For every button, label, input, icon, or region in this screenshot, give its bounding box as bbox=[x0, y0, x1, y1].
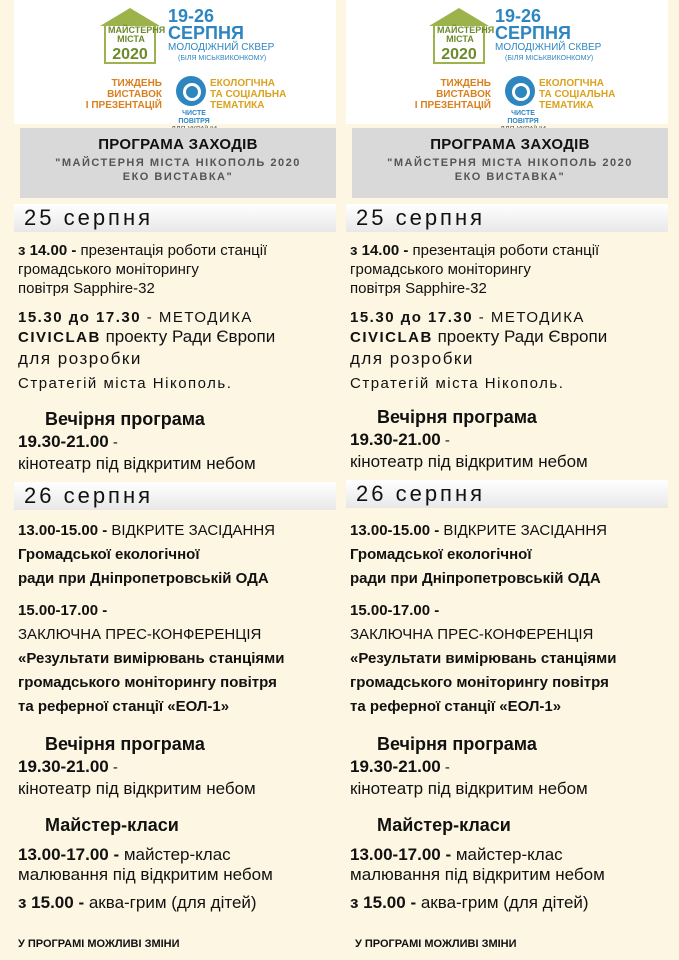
day2-evening-time: 19.30-21.00 - bbox=[350, 757, 450, 776]
program-title: ПРОГРАМА ЗАХОДІВ bbox=[98, 136, 258, 153]
program-subtitle: "МАЙСТЕРНЯ МІСТА НІКОПОЛЬ 2020 ЕКО ВИСТАВКА" bbox=[387, 157, 633, 183]
master-class1-line2: малювання під відкритим небом bbox=[18, 865, 273, 884]
day1-event2-line2: CIVICLAB проекту Ради Європи bbox=[350, 327, 608, 346]
day1-evening-text: кінотеатр під відкритим небом bbox=[18, 454, 256, 473]
day2-date-bar: 26 серпня bbox=[346, 480, 668, 508]
program-banner bbox=[20, 128, 336, 198]
day2-event1-line2: Громадської екологічної bbox=[18, 546, 200, 563]
footer-note: У ПРОГРАМІ МОЖЛИВІ ЗМІНИ bbox=[18, 938, 180, 950]
day1-event1: з 14.00 - презентація роботи станції bbox=[350, 242, 600, 259]
master-class2: з 15.00 - аква-грим (для дітей) bbox=[350, 893, 589, 912]
clean-air-logo-icon bbox=[176, 76, 206, 106]
day1-event1-line2: громадського моніторингу bbox=[350, 261, 531, 278]
day2-event1-line3: ради при Дніпропетровській ОДА bbox=[350, 570, 601, 587]
eco-label: ЕКОЛОГІЧНА ТА СОЦІАЛЬНА ТЕМАТИКА bbox=[210, 78, 287, 111]
day2-event2-line3: «Результати вимірювань станціями bbox=[18, 650, 285, 667]
day2-event1: 13.00-15.00 - ВІДКРИТЕ ЗАСІДАННЯ bbox=[18, 522, 275, 539]
event-dates: 19-26 СЕРПНЯ bbox=[168, 6, 244, 43]
week-label: ТИЖДЕНЬ ВИСТАВОК І ПРЕЗЕНТАЦІЙ bbox=[85, 78, 162, 111]
master-class1-line2: малювання під відкритим небом bbox=[350, 865, 605, 884]
day2-event2-text: ЗАКЛЮЧНА ПРЕС-КОНФЕРЕНЦІЯ bbox=[350, 626, 594, 643]
day1-event2-line4: Стратегій міста Нікополь. bbox=[18, 375, 233, 392]
day2-date-bar: 26 серпня bbox=[14, 482, 336, 510]
day1-evening-time: 19.30-21.00 - bbox=[350, 430, 450, 449]
day2-event2-time: 15.00-17.00 - bbox=[18, 602, 108, 619]
program-title: ПРОГРАМА ЗАХОДІВ bbox=[430, 136, 590, 153]
day1-event1-line2: громадського моніторингу bbox=[18, 261, 199, 278]
day2-event2-line4: громадського моніторингу повітря bbox=[18, 674, 277, 691]
day2-event2-line3: «Результати вимірювань станціями bbox=[350, 650, 617, 667]
day1-event1-line3: повітря Sapphire-32 bbox=[18, 280, 155, 297]
day2-event1-line2: Громадської екологічної bbox=[350, 546, 532, 563]
day1-event2-line3: для розробки bbox=[350, 349, 474, 368]
day1-event2-line4: Стратегій міста Нікополь. bbox=[350, 375, 565, 392]
day1-event2-line3: для розробки bbox=[18, 349, 142, 368]
day1-event2: 15.30 до 17.30 - МЕТОДИКА bbox=[18, 309, 253, 326]
day1-date-bar: 25 серпня bbox=[14, 204, 336, 232]
day1-evening-heading: Вечірня програма bbox=[45, 409, 205, 429]
logo-year: 2020 bbox=[112, 46, 148, 63]
master-class-heading: Майстер-класи bbox=[45, 815, 179, 835]
day2-event2-line5: та реферної станції «ЕОЛ-1» bbox=[18, 698, 230, 715]
venue: МОЛОДІЖНИЙ СКВЕР (БІЛЯ МІСЬКВИКОНКОМУ) bbox=[168, 42, 275, 62]
day2-evening-text: кінотеатр під відкритим небом bbox=[18, 779, 256, 798]
footer-note: У ПРОГРАМІ МОЖЛИВІ ЗМІНИ bbox=[355, 938, 517, 950]
poster-left bbox=[0, 0, 337, 960]
clean-air-logo-icon bbox=[505, 76, 535, 106]
day1-event2-line2: CIVICLAB проекту Ради Європи bbox=[18, 327, 276, 346]
day2-event2-line4: громадського моніторингу повітря bbox=[350, 674, 609, 691]
program-banner bbox=[352, 128, 668, 198]
day2-evening-text: кінотеатр під відкритим небом bbox=[350, 779, 588, 798]
master-class1: 13.00-17.00 - майстер-клас bbox=[350, 845, 563, 864]
day2-evening-heading: Вечірня програма bbox=[377, 734, 537, 754]
day1-event2: 15.30 до 17.30 - МЕТОДИКА bbox=[350, 309, 585, 326]
poster-right bbox=[337, 0, 674, 960]
master-class2: з 15.00 - аква-грим (для дітей) bbox=[18, 893, 257, 912]
day1-event1-line3: повітря Sapphire-32 bbox=[350, 280, 487, 297]
day2-event2-time: 15.00-17.00 - bbox=[350, 602, 440, 619]
house-logo-icon: МАЙСТЕРНЯ МІСТА 2020 bbox=[100, 8, 160, 64]
clean-air-label: ЧИСТЕ ПОВІТРЯ bbox=[507, 110, 539, 125]
day1-evening-text: кінотеатр під відкритим небом bbox=[350, 452, 588, 471]
week-label: ТИЖДЕНЬ ВИСТАВОК І ПРЕЗЕНТАЦІЙ bbox=[414, 78, 491, 111]
day2-event1-line3: ради при Дніпропетровській ОДА bbox=[18, 570, 269, 587]
master-class1: 13.00-17.00 - майстер-клас bbox=[18, 845, 231, 864]
house-logo-icon: МАЙСТЕРНЯ МІСТА 2020 bbox=[429, 8, 489, 64]
day1-date-bar: 25 серпня bbox=[346, 204, 668, 232]
event-dates: 19-26 СЕРПНЯ bbox=[495, 6, 571, 43]
master-class-heading: Майстер-класи bbox=[377, 815, 511, 835]
logo-year: 2020 bbox=[441, 46, 477, 63]
day2-event2-line5: та реферної станції «ЕОЛ-1» bbox=[350, 698, 562, 715]
day2-evening-time: 19.30-21.00 - bbox=[18, 757, 118, 776]
day1-event1: з 14.00 - презентація роботи станції bbox=[18, 242, 268, 259]
day2-event2-text: ЗАКЛЮЧНА ПРЕС-КОНФЕРЕНЦІЯ bbox=[18, 626, 262, 643]
program-subtitle: "МАЙСТЕРНЯ МІСТА НІКОПОЛЬ 2020 ЕКО ВИСТАВКА" bbox=[55, 157, 301, 183]
day2-event1: 13.00-15.00 - ВІДКРИТЕ ЗАСІДАННЯ bbox=[350, 522, 607, 539]
day2-evening-heading: Вечірня програма bbox=[45, 734, 205, 754]
eco-label: ЕКОЛОГІЧНА ТА СОЦІАЛЬНА ТЕМАТИКА bbox=[539, 78, 616, 111]
clean-air-label: ЧИСТЕ ПОВІТРЯ bbox=[178, 110, 210, 125]
day1-evening-heading: Вечірня програма bbox=[377, 407, 537, 427]
day1-evening-time: 19.30-21.00 - bbox=[18, 432, 118, 451]
venue: МОЛОДІЖНИЙ СКВЕР (БІЛЯ МІСЬКВИКОНКОМУ) bbox=[495, 42, 602, 62]
